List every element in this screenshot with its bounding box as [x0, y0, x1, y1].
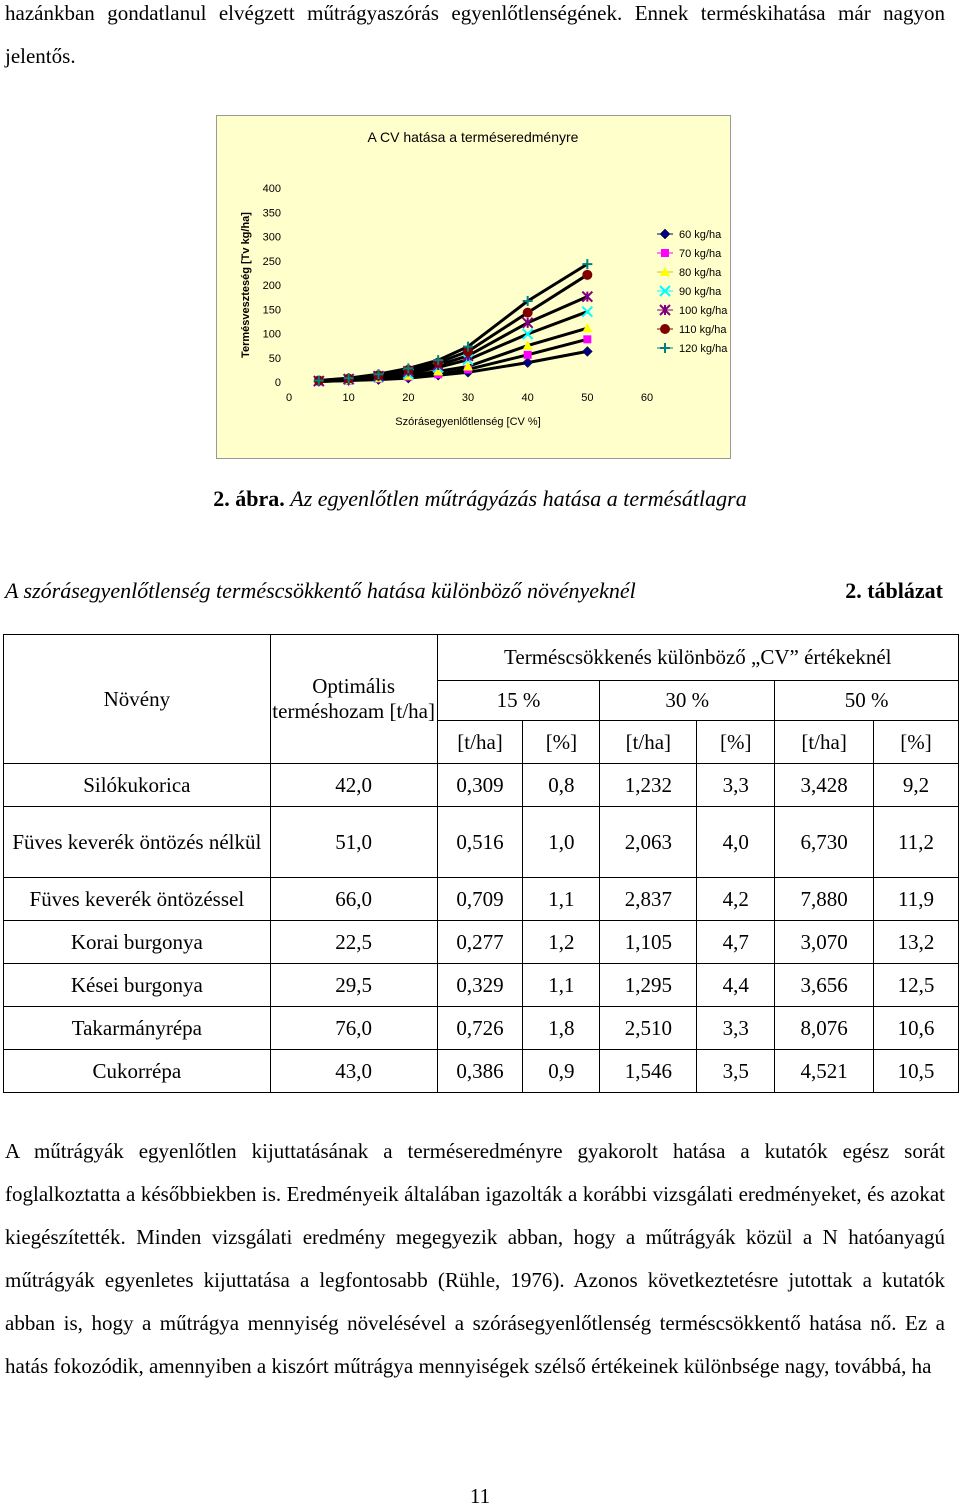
cell-value: 9,2 [874, 764, 959, 807]
legend-label: 100 kg/ha [679, 305, 728, 317]
x-tick-label: 30 [461, 392, 475, 404]
table-row [4, 764, 959, 807]
x-tick-label: 10 [342, 392, 355, 404]
legend-label: 110 kg/ha [679, 324, 727, 336]
cell-value: 0,8 [523, 764, 600, 807]
cell-value: 10,6 [874, 1007, 959, 1050]
cell-value: 1,0 [523, 807, 600, 878]
table-row [4, 921, 959, 964]
figure-caption-text: Az egyenlőtlen műtrágyázás hatása a termésátlagra [290, 486, 747, 511]
header-unit: [%] [523, 721, 600, 764]
cell-plant: Cukorrépa [4, 1050, 271, 1093]
y-tick-label: 400 [262, 183, 281, 195]
figure-caption [0, 486, 960, 512]
cell-plant: Silókukorica [4, 764, 271, 807]
y-tick-label: 300 [262, 231, 281, 244]
table-row [4, 807, 959, 878]
cell-value: 0,309 [437, 764, 523, 807]
cell-optimal: 29,5 [270, 964, 437, 1007]
table-row [4, 964, 959, 1007]
paragraph-top: hazánkban gondatlanul elvégzett műtrágyaszórás egyenlőtlenségének. Ennek terméskihatása már nagyon jelentős. [5, 1, 945, 68]
header-optimal-yield: Optimális terméshozam [t/ha] [270, 635, 437, 764]
header-cv-30: 30 % [600, 681, 775, 721]
cell-value: 0,329 [437, 964, 523, 1007]
cell-value: 0,386 [437, 1050, 523, 1093]
yield-loss-table [3, 634, 959, 1093]
cell-value: 4,7 [697, 921, 775, 964]
cell-value: 10,5 [874, 1050, 959, 1093]
data-point [523, 358, 533, 368]
figure-number: 2. ábra. [213, 486, 285, 511]
cell-value: 8,076 [775, 1007, 874, 1050]
data-point [523, 308, 533, 318]
x-tick-label: 40 [521, 392, 534, 404]
header-unit: [t/ha] [437, 721, 523, 764]
cell-value: 6,730 [775, 807, 874, 878]
cell-value: 12,5 [874, 964, 959, 1007]
cell-value: 1,232 [600, 764, 697, 807]
cell-optimal: 42,0 [270, 764, 437, 807]
y-tick-label: 150 [262, 304, 281, 317]
chart-cv-effect [216, 115, 731, 459]
chart-svg [217, 116, 730, 458]
table-title: A szórásegyenlőtlenség terméscsökkentő hatása különböző növényeknél [5, 578, 636, 603]
cell-value: 1,1 [523, 964, 600, 1007]
cell-plant: Korai burgonya [4, 921, 271, 964]
cell-optimal: 51,0 [270, 807, 437, 878]
cell-plant: Takarmányrépa [4, 1007, 271, 1050]
y-axis-label: Termésveszteség [Tv kg/ha] [240, 212, 252, 358]
y-tick-label: 0 [274, 377, 281, 389]
legend-marker [660, 229, 670, 239]
cell-value: 7,880 [775, 878, 874, 921]
cell-plant: Kései burgonya [4, 964, 271, 1007]
header-unit: [%] [874, 721, 959, 764]
cell-value: 4,0 [697, 807, 775, 878]
cell-value: 3,428 [775, 764, 874, 807]
y-tick-label: 50 [268, 352, 281, 365]
cell-value: 1,1 [523, 878, 600, 921]
cell-value: 0,9 [523, 1050, 600, 1093]
header-unit: [%] [697, 721, 775, 764]
header-cv-15: 15 % [437, 681, 600, 721]
legend-marker [661, 249, 669, 257]
paragraph-bottom: A műtrágyák egyenlőtlen kijuttatásának a terméseredményre gyakorolt hatása a kutatók egész sorát foglalkoztatta a későbbiekben is. Eredményeik általában igazolták a korábbi vizsgálati eredményeket, és azokat kiegészítették. Minden vizsgálati eredmény megegyezik abban, hogy a műtrágyák közül a N hatóanyagú műtrágyák egyenletes kijuttatása a legfontosabb (Rühle, 1976). Azonos következtetésre jutottak a kutatók abban is, hogy a műtrágya mennyiség növelésével a szórásegyenlőtlenség terméscsökkentő hatása nő. Ez a hatás fokozódik, amennyiben a kiszórt műtrágya mennyiségek szélső értékeinek különbsége nagy, továbbá, ha [5, 1139, 945, 1378]
cell-value: 1,546 [600, 1050, 697, 1093]
cell-value: 13,2 [874, 921, 959, 964]
cell-optimal: 43,0 [270, 1050, 437, 1093]
data-point [582, 346, 592, 356]
y-tick-label: 250 [262, 255, 281, 268]
page-number: 11 [469, 1484, 491, 1508]
table-number: 2. táblázat [845, 578, 943, 603]
cell-value: 0,277 [437, 921, 523, 964]
cell-value: 4,521 [775, 1050, 874, 1093]
x-tick-label: 60 [640, 392, 654, 404]
header-yield-loss-group: Terméscsökkenés különböző „CV” értékeknél [437, 635, 958, 681]
legend-label: 60 kg/ha [679, 229, 722, 241]
x-tick-label: 0 [285, 392, 293, 404]
header-unit: [t/ha] [775, 721, 874, 764]
data-point [582, 270, 592, 280]
cell-value: 3,5 [697, 1050, 775, 1093]
legend-marker [660, 343, 670, 353]
legend-label: 70 kg/ha [679, 248, 722, 260]
legend-label: 90 kg/ha [679, 286, 722, 298]
cell-value: 4,2 [697, 878, 775, 921]
cell-value: 0,709 [437, 878, 523, 921]
header-plant: Növény [4, 635, 271, 764]
table-row [4, 1007, 959, 1050]
cell-value: 11,9 [874, 878, 959, 921]
x-axis-label: Szórásegyenlőtlenség [CV %] [395, 416, 541, 428]
cell-value: 1,105 [600, 921, 697, 964]
cell-value: 3,3 [697, 1007, 775, 1050]
cell-plant: Füves keverék öntözéssel [4, 878, 271, 921]
y-tick-label: 100 [262, 328, 281, 341]
table-row [4, 1050, 959, 1093]
header-unit: [t/ha] [600, 721, 697, 764]
legend-marker [660, 324, 670, 334]
cell-value: 1,8 [523, 1007, 600, 1050]
cell-value: 3,656 [775, 964, 874, 1007]
cell-optimal: 66,0 [270, 878, 437, 921]
cell-value: 4,4 [697, 964, 775, 1007]
cell-value: 1,2 [523, 921, 600, 964]
cell-value: 3,3 [697, 764, 775, 807]
cell-value: 11,2 [874, 807, 959, 878]
cell-value: 2,837 [600, 878, 697, 921]
cell-value: 1,295 [600, 964, 697, 1007]
cell-value: 0,516 [437, 807, 523, 878]
data-point [583, 335, 591, 343]
cell-value: 0,726 [437, 1007, 523, 1050]
x-tick-label: 20 [402, 392, 415, 404]
cell-optimal: 76,0 [270, 1007, 437, 1050]
x-tick-label: 50 [581, 392, 594, 404]
legend-label: 80 kg/ha [679, 267, 722, 279]
cell-value: 3,070 [775, 921, 874, 964]
cell-value: 2,063 [600, 807, 697, 878]
legend-label: 120 kg/ha [679, 343, 728, 355]
table-row [4, 878, 959, 921]
cell-value: 2,510 [600, 1007, 697, 1050]
data-point [524, 351, 532, 359]
y-tick-label: 200 [262, 280, 281, 292]
cell-plant: Füves keverék öntözés nélkül [4, 807, 271, 878]
cell-optimal: 22,5 [270, 921, 437, 964]
header-cv-50: 50 % [775, 681, 959, 721]
y-tick-label: 350 [262, 207, 281, 220]
chart-title: A CV hatása a terméseredményre [367, 129, 579, 145]
